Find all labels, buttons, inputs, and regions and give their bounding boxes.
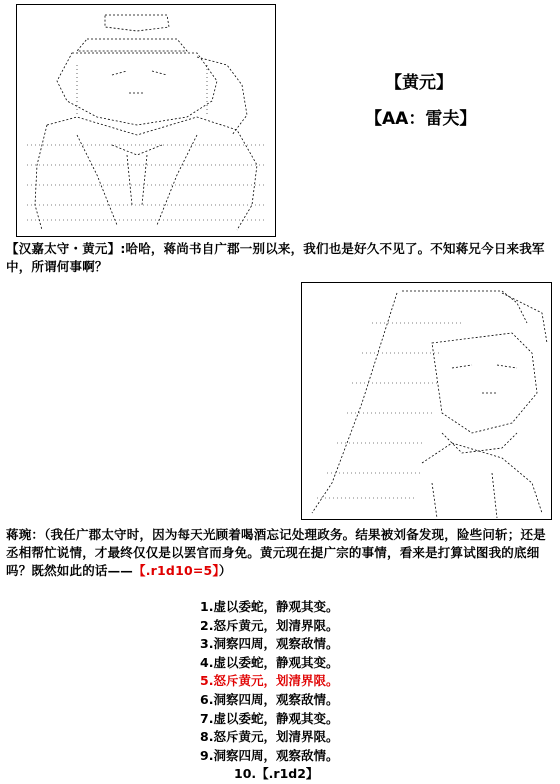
narration-paragraph — [6, 526, 554, 580]
choice-item: 1.虚以委蛇，静观其变。 — [200, 599, 339, 614]
choice-item: 2.怒斥黄元，划清界限。 — [200, 617, 339, 633]
choice-item: 7.虚以委蛇，静观其变。 — [200, 710, 339, 726]
speaker-label: 【汉嘉太守・黄元】 — [6, 241, 121, 256]
narration-text: 蒋琬：（我任广郡太守时，因为每天光顾着喝酒忘记处理政务。结果被刘备发现，险些问斩；还是丞相帮忙说情，才最终仅仅是以罢官而身免。黄元现在提广宗的事情，看来是打算试图我的底细吗？既然如此的话—— — [6, 527, 546, 578]
dialogue-paragraph — [6, 240, 554, 276]
choice-item: 9.洞察四周，观察敌情。 — [200, 747, 339, 763]
aa-source-heading: 【AA：雷夫】 — [365, 109, 477, 129]
choice-item: 6.洞察四周，观察敌情。 — [200, 691, 339, 707]
choice-item: 8.怒斥黄元，划清界限。 — [200, 729, 339, 745]
choice-item: 4.虚以委蛇，静观其变。 — [200, 654, 339, 670]
narration-close: ） — [218, 563, 232, 578]
ascii-art-portrait-2 — [301, 282, 552, 520]
character-name-heading: 【黄元】 — [385, 73, 453, 93]
choice-item-selected: 5.怒斥黄元，划清界限。 — [200, 673, 339, 689]
choice-item: 3.洞察四周，观察敌情。 — [200, 636, 339, 652]
ascii-art-figure-2 — [302, 283, 551, 519]
dice-roll-result: 【.r1d10=5】 — [133, 563, 219, 578]
ascii-art-portrait-1 — [16, 4, 276, 237]
choice-list — [200, 598, 420, 784]
dialogue-text: :哈哈，蒋尚书自广郡一别以来，我们也是好久不见了。不知蒋兄今日来我军中，所谓何事啊？ — [6, 241, 545, 274]
ascii-art-figure-1 — [17, 5, 275, 236]
choice-item-roll: 10.【.r1d2】 — [234, 766, 319, 782]
